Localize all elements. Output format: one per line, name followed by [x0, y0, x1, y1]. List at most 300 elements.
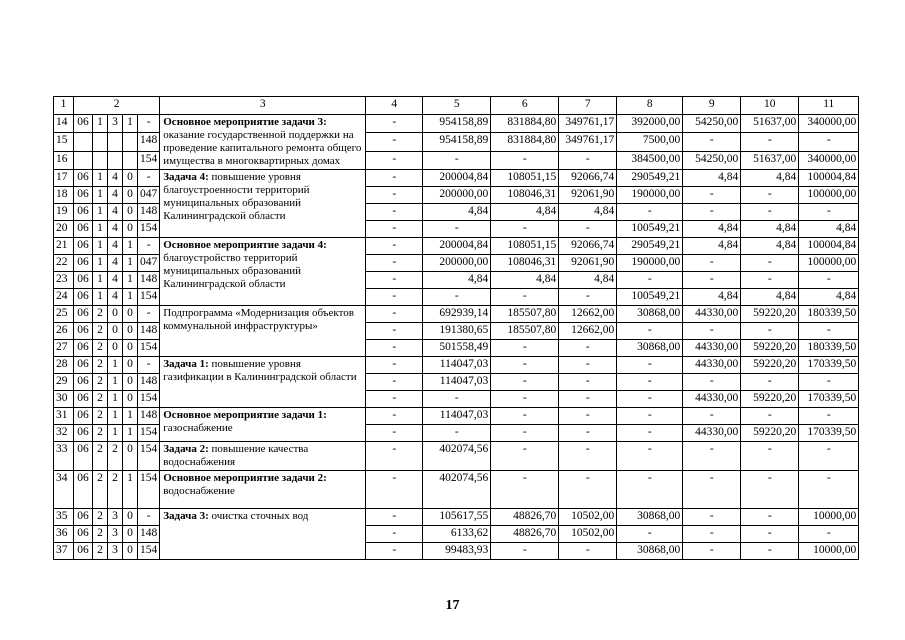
- code-cell: 1: [123, 238, 138, 255]
- code-cell: 1: [93, 221, 108, 238]
- header-cell: 11: [799, 97, 859, 115]
- value-cell: -: [491, 408, 559, 425]
- code-cell: 06: [74, 340, 93, 357]
- table-row: [54, 408, 859, 425]
- table-row: [54, 238, 859, 255]
- code-cell: [93, 151, 108, 169]
- value-cell: 392000,00: [617, 115, 683, 133]
- value-cell: 10502,00: [559, 526, 617, 543]
- row-number: 19: [54, 204, 74, 221]
- value-cell: 7500,00: [617, 133, 683, 151]
- value-cell: -: [683, 471, 741, 509]
- code-cell: 0: [108, 306, 123, 323]
- description-cell: [160, 238, 366, 306]
- value-cell: -: [366, 471, 423, 509]
- value-cell: 51637,00: [741, 115, 799, 133]
- budget-table: [53, 96, 859, 560]
- value-cell: 48826,70: [491, 509, 559, 526]
- value-cell: -: [559, 374, 617, 391]
- code-cell: 2: [93, 425, 108, 442]
- description-cell: [160, 170, 366, 238]
- value-cell: -: [423, 391, 491, 408]
- description-bold: Задача 2:: [163, 443, 209, 455]
- code-cell: 148: [138, 374, 160, 391]
- value-cell: 51637,00: [741, 151, 799, 169]
- header-cell: 10: [741, 97, 799, 115]
- value-cell: -: [683, 526, 741, 543]
- description-cell: [160, 306, 366, 357]
- value-cell: -: [423, 289, 491, 306]
- value-cell: -: [559, 425, 617, 442]
- header-cell: 6: [491, 97, 559, 115]
- code-cell: [108, 133, 123, 151]
- value-cell: -: [366, 442, 423, 471]
- value-cell: 191380,65: [423, 323, 491, 340]
- value-cell: -: [741, 408, 799, 425]
- value-cell: -: [683, 509, 741, 526]
- row-number: 25: [54, 306, 74, 323]
- code-cell: 1: [123, 115, 138, 133]
- value-cell: -: [423, 221, 491, 238]
- row-number: 20: [54, 221, 74, 238]
- value-cell: -: [559, 340, 617, 357]
- code-cell: 1: [93, 255, 108, 272]
- header-cell: 9: [683, 97, 741, 115]
- code-cell: 1: [123, 255, 138, 272]
- description-text: повышение уровня благоустроенности территорий муниципальных образований Калининградской области: [163, 171, 310, 222]
- code-cell: 06: [74, 187, 93, 204]
- code-cell: 06: [74, 408, 93, 425]
- code-cell: 06: [74, 442, 93, 471]
- description-text: очистка сточных вод: [208, 510, 309, 522]
- code-cell: 1: [108, 408, 123, 425]
- code-cell: 1: [108, 425, 123, 442]
- value-cell: -: [366, 306, 423, 323]
- table-row: [54, 170, 859, 187]
- value-cell: -: [683, 543, 741, 560]
- description-cell: [160, 115, 366, 170]
- value-cell: -: [683, 255, 741, 272]
- value-cell: 30868,00: [617, 543, 683, 560]
- value-cell: -: [366, 187, 423, 204]
- value-cell: -: [366, 408, 423, 425]
- row-number: 34: [54, 471, 74, 509]
- value-cell: -: [683, 408, 741, 425]
- code-cell: 3: [108, 526, 123, 543]
- value-cell: 190000,00: [617, 187, 683, 204]
- value-cell: 92066,74: [559, 238, 617, 255]
- code-cell: 06: [74, 204, 93, 221]
- value-cell: -: [366, 425, 423, 442]
- value-cell: -: [683, 133, 741, 151]
- code-cell: 3: [108, 115, 123, 133]
- value-cell: -: [799, 408, 859, 425]
- row-number: 27: [54, 340, 74, 357]
- code-cell: [123, 133, 138, 151]
- code-cell: 0: [123, 509, 138, 526]
- code-cell: 148: [138, 204, 160, 221]
- value-cell: 59220,20: [741, 340, 799, 357]
- description-bold: Основное мероприятие задачи 3:: [163, 116, 327, 128]
- code-cell: 06: [74, 526, 93, 543]
- code-cell: 1: [93, 115, 108, 133]
- value-cell: 190000,00: [617, 255, 683, 272]
- value-cell: -: [799, 323, 859, 340]
- value-cell: 831884,80: [491, 133, 559, 151]
- value-cell: -: [683, 187, 741, 204]
- code-cell: 06: [74, 391, 93, 408]
- value-cell: -: [491, 471, 559, 509]
- value-cell: 100000,00: [799, 187, 859, 204]
- code-cell: 1: [123, 471, 138, 509]
- value-cell: 30868,00: [617, 306, 683, 323]
- value-cell: -: [491, 391, 559, 408]
- code-cell: 0: [108, 340, 123, 357]
- value-cell: 954158,89: [423, 133, 491, 151]
- row-number: 22: [54, 255, 74, 272]
- code-cell: 06: [74, 425, 93, 442]
- code-cell: -: [138, 509, 160, 526]
- value-cell: 100549,21: [617, 221, 683, 238]
- value-cell: 402074,56: [423, 442, 491, 471]
- value-cell: -: [741, 204, 799, 221]
- value-cell: -: [366, 526, 423, 543]
- description-bold: Основное мероприятие задачи 4:: [163, 239, 327, 251]
- code-cell: 154: [138, 471, 160, 509]
- value-cell: -: [741, 471, 799, 509]
- code-cell: 0: [123, 221, 138, 238]
- value-cell: 349761,17: [559, 115, 617, 133]
- value-cell: 170339,50: [799, 357, 859, 374]
- code-cell: 154: [138, 289, 160, 306]
- value-cell: 402074,56: [423, 471, 491, 509]
- row-number: 29: [54, 374, 74, 391]
- code-cell: 0: [123, 170, 138, 187]
- code-cell: -: [138, 238, 160, 255]
- code-cell: 2: [108, 442, 123, 471]
- header-cell: 3: [160, 97, 366, 115]
- value-cell: 54250,00: [683, 151, 741, 169]
- value-cell: -: [366, 357, 423, 374]
- value-cell: 44330,00: [683, 425, 741, 442]
- value-cell: -: [741, 272, 799, 289]
- value-cell: -: [423, 151, 491, 169]
- row-number: 36: [54, 526, 74, 543]
- value-cell: -: [366, 323, 423, 340]
- row-number: 33: [54, 442, 74, 471]
- value-cell: -: [683, 323, 741, 340]
- code-cell: 4: [108, 289, 123, 306]
- code-cell: 06: [74, 238, 93, 255]
- value-cell: 4,84: [423, 272, 491, 289]
- description-text: повышение качества водоснабжения: [163, 443, 309, 468]
- description-cell: [160, 357, 366, 408]
- code-cell: 2: [93, 471, 108, 509]
- code-cell: 0: [123, 391, 138, 408]
- value-cell: 4,84: [559, 204, 617, 221]
- value-cell: -: [799, 526, 859, 543]
- value-cell: -: [799, 471, 859, 509]
- value-cell: 4,84: [799, 221, 859, 238]
- code-cell: 2: [93, 374, 108, 391]
- value-cell: 105617,55: [423, 509, 491, 526]
- code-cell: 154: [138, 221, 160, 238]
- code-cell: 1: [93, 187, 108, 204]
- row-number: 26: [54, 323, 74, 340]
- value-cell: -: [491, 340, 559, 357]
- value-cell: 170339,50: [799, 391, 859, 408]
- code-cell: 1: [93, 289, 108, 306]
- value-cell: 200004,84: [423, 238, 491, 255]
- value-cell: 108046,31: [491, 255, 559, 272]
- code-cell: 1: [123, 408, 138, 425]
- code-cell: 06: [74, 170, 93, 187]
- value-cell: -: [491, 442, 559, 471]
- value-cell: -: [559, 543, 617, 560]
- code-cell: 047: [138, 187, 160, 204]
- value-cell: 170339,50: [799, 425, 859, 442]
- code-cell: 154: [138, 442, 160, 471]
- value-cell: 100549,21: [617, 289, 683, 306]
- code-cell: [93, 133, 108, 151]
- row-number: 31: [54, 408, 74, 425]
- value-cell: 48826,70: [491, 526, 559, 543]
- value-cell: 10502,00: [559, 509, 617, 526]
- code-cell: 0: [123, 374, 138, 391]
- value-cell: 349761,17: [559, 133, 617, 151]
- code-cell: 1: [93, 272, 108, 289]
- value-cell: -: [617, 204, 683, 221]
- description-text: оказание государственной поддержки на проведение капитального ремонта общего имущества в многоквартирных домах: [163, 129, 362, 167]
- description-bold: Задача 4:: [163, 171, 209, 183]
- value-cell: -: [741, 543, 799, 560]
- code-cell: 2: [93, 442, 108, 471]
- description-bold: Задача 3:: [163, 510, 209, 522]
- code-cell: 0: [123, 357, 138, 374]
- code-cell: 2: [108, 471, 123, 509]
- code-cell: 06: [74, 543, 93, 560]
- code-cell: 2: [93, 408, 108, 425]
- value-cell: 99483,93: [423, 543, 491, 560]
- value-cell: 290549,21: [617, 238, 683, 255]
- value-cell: -: [366, 255, 423, 272]
- code-cell: -: [138, 306, 160, 323]
- value-cell: 4,84: [683, 238, 741, 255]
- value-cell: 4,84: [741, 289, 799, 306]
- row-number: 35: [54, 509, 74, 526]
- value-cell: -: [559, 221, 617, 238]
- value-cell: -: [799, 204, 859, 221]
- description-cell: [160, 509, 366, 560]
- value-cell: -: [559, 289, 617, 306]
- code-cell: 06: [74, 306, 93, 323]
- row-number: 30: [54, 391, 74, 408]
- value-cell: 59220,20: [741, 425, 799, 442]
- value-cell: 100000,00: [799, 255, 859, 272]
- value-cell: 954158,89: [423, 115, 491, 133]
- value-cell: 92066,74: [559, 170, 617, 187]
- value-cell: 10000,00: [799, 509, 859, 526]
- code-cell: 06: [74, 509, 93, 526]
- description-text: благоустройство территорий муниципальных образований Калининградской области: [163, 252, 302, 290]
- value-cell: 54250,00: [683, 115, 741, 133]
- value-cell: -: [423, 425, 491, 442]
- table-row: [54, 357, 859, 374]
- value-cell: -: [366, 151, 423, 169]
- value-cell: 185507,80: [491, 306, 559, 323]
- value-cell: -: [799, 442, 859, 471]
- description-bold: Задача 1:: [163, 358, 209, 370]
- value-cell: -: [366, 221, 423, 238]
- code-cell: 06: [74, 289, 93, 306]
- table-row: [54, 471, 859, 509]
- code-cell: [108, 151, 123, 169]
- value-cell: 831884,80: [491, 115, 559, 133]
- value-cell: -: [366, 374, 423, 391]
- code-cell: 2: [93, 509, 108, 526]
- value-cell: -: [683, 272, 741, 289]
- code-cell: 4: [108, 204, 123, 221]
- code-cell: 06: [74, 471, 93, 509]
- code-cell: 06: [74, 374, 93, 391]
- value-cell: 200004,84: [423, 170, 491, 187]
- code-cell: 2: [93, 323, 108, 340]
- code-cell: 0: [123, 543, 138, 560]
- value-cell: 4,84: [559, 272, 617, 289]
- row-number: 37: [54, 543, 74, 560]
- code-cell: 06: [74, 115, 93, 133]
- row-number: 32: [54, 425, 74, 442]
- value-cell: -: [559, 391, 617, 408]
- code-cell: 1: [123, 425, 138, 442]
- value-cell: -: [741, 255, 799, 272]
- description-bold: Основное мероприятие задачи 2:: [163, 472, 327, 484]
- code-cell: -: [138, 170, 160, 187]
- description-cell: [160, 442, 366, 471]
- code-cell: 1: [93, 170, 108, 187]
- value-cell: -: [617, 391, 683, 408]
- value-cell: 92061,90: [559, 255, 617, 272]
- code-cell: 148: [138, 133, 160, 151]
- row-number: 14: [54, 115, 74, 133]
- code-cell: 148: [138, 323, 160, 340]
- code-cell: 06: [74, 221, 93, 238]
- description-cell: [160, 471, 366, 509]
- code-cell: 3: [108, 509, 123, 526]
- value-cell: 114047,03: [423, 408, 491, 425]
- value-cell: 4,84: [683, 289, 741, 306]
- code-cell: 0: [123, 340, 138, 357]
- description-text: водоснабжение: [163, 485, 235, 497]
- value-cell: -: [799, 272, 859, 289]
- page-number: 17: [445, 598, 460, 613]
- code-cell: [74, 151, 93, 169]
- code-cell: 4: [108, 272, 123, 289]
- value-cell: -: [741, 323, 799, 340]
- code-cell: [74, 133, 93, 151]
- code-cell: 2: [93, 340, 108, 357]
- value-cell: -: [366, 170, 423, 187]
- value-cell: 108051,15: [491, 170, 559, 187]
- description-text: газоснабжение: [163, 422, 233, 434]
- value-cell: -: [366, 272, 423, 289]
- row-number: 23: [54, 272, 74, 289]
- row-number: 17: [54, 170, 74, 187]
- value-cell: 92061,90: [559, 187, 617, 204]
- code-cell: 0: [123, 306, 138, 323]
- value-cell: -: [799, 374, 859, 391]
- code-cell: 0: [123, 323, 138, 340]
- value-cell: 4,84: [491, 272, 559, 289]
- value-cell: 200000,00: [423, 255, 491, 272]
- code-cell: 4: [108, 255, 123, 272]
- value-cell: -: [366, 115, 423, 133]
- value-cell: 114047,03: [423, 374, 491, 391]
- code-cell: 148: [138, 526, 160, 543]
- description-bold: Основное мероприятие задачи 1:: [163, 409, 327, 421]
- value-cell: -: [491, 425, 559, 442]
- value-cell: -: [617, 471, 683, 509]
- value-cell: 6133,62: [423, 526, 491, 543]
- code-cell: 06: [74, 323, 93, 340]
- header-cell: 8: [617, 97, 683, 115]
- code-cell: 154: [138, 340, 160, 357]
- code-cell: 0: [123, 187, 138, 204]
- header-cell: 4: [366, 97, 423, 115]
- value-cell: -: [741, 374, 799, 391]
- value-cell: -: [617, 357, 683, 374]
- value-cell: -: [741, 133, 799, 151]
- value-cell: -: [366, 340, 423, 357]
- code-cell: 06: [74, 272, 93, 289]
- code-cell: 1: [108, 374, 123, 391]
- value-cell: 4,84: [741, 170, 799, 187]
- value-cell: -: [491, 289, 559, 306]
- value-cell: -: [617, 323, 683, 340]
- value-cell: 185507,80: [491, 323, 559, 340]
- code-cell: 2: [93, 391, 108, 408]
- code-cell: [123, 151, 138, 169]
- value-cell: -: [683, 442, 741, 471]
- code-cell: 148: [138, 272, 160, 289]
- value-cell: 10000,00: [799, 543, 859, 560]
- value-cell: 4,84: [683, 221, 741, 238]
- value-cell: -: [366, 289, 423, 306]
- code-cell: 1: [93, 238, 108, 255]
- code-cell: 154: [138, 151, 160, 169]
- code-cell: 0: [123, 204, 138, 221]
- value-cell: 692939,14: [423, 306, 491, 323]
- value-cell: 4,84: [683, 170, 741, 187]
- code-cell: 154: [138, 391, 160, 408]
- header-cell: 1: [54, 97, 74, 115]
- value-cell: -: [799, 133, 859, 151]
- code-cell: 0: [123, 526, 138, 543]
- value-cell: 4,84: [741, 221, 799, 238]
- value-cell: -: [559, 408, 617, 425]
- code-cell: 1: [108, 357, 123, 374]
- value-cell: -: [366, 204, 423, 221]
- header-cell: 7: [559, 97, 617, 115]
- value-cell: 59220,20: [741, 306, 799, 323]
- value-cell: -: [617, 272, 683, 289]
- row-number: 28: [54, 357, 74, 374]
- code-cell: 06: [74, 255, 93, 272]
- value-cell: 200000,00: [423, 187, 491, 204]
- code-cell: 2: [93, 526, 108, 543]
- table-row: [54, 509, 859, 526]
- table-row: [54, 442, 859, 471]
